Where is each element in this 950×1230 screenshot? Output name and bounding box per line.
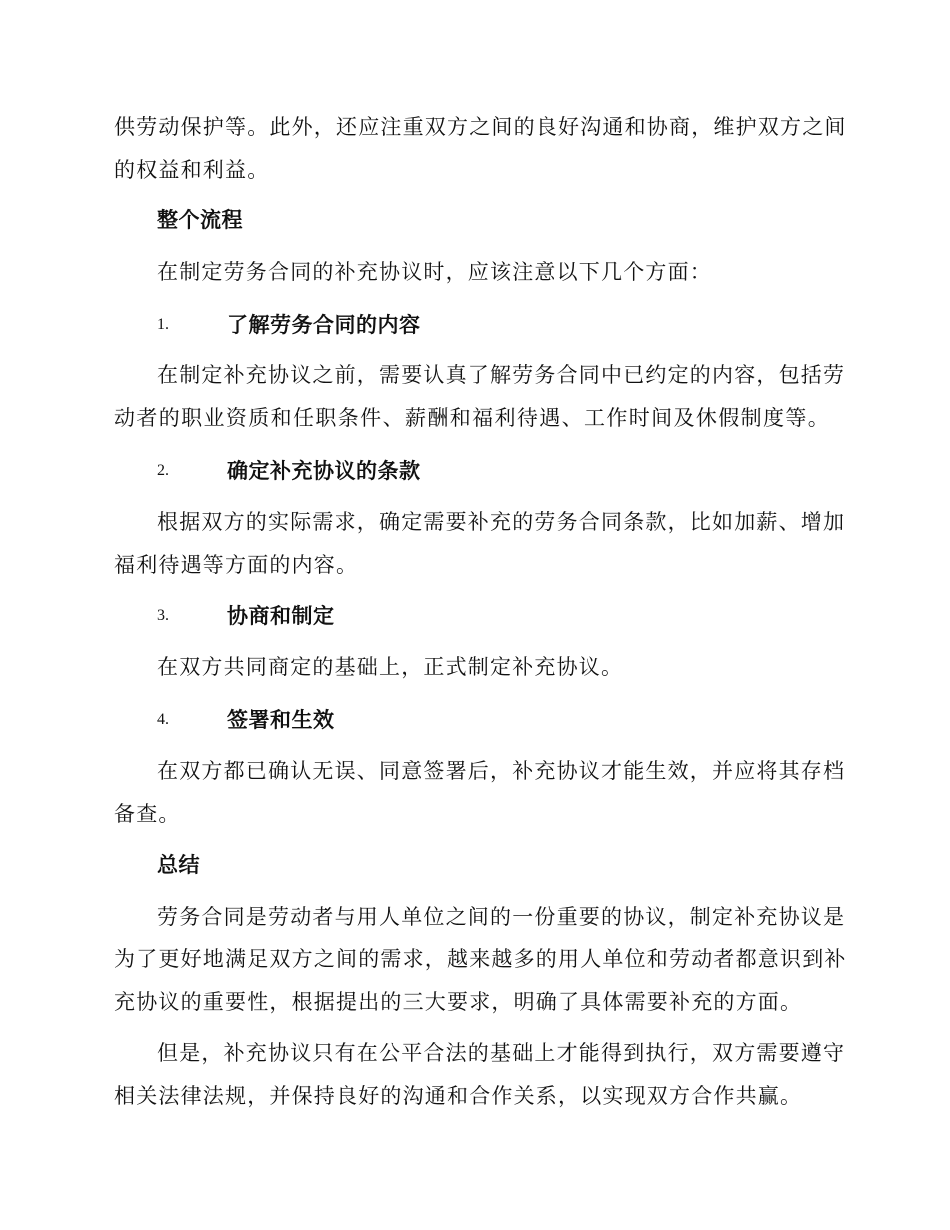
section-title-summary: 总结	[157, 852, 200, 877]
summary-p1-line-3: 充协议的重要性，根据提出的三大要求，明确了具体需要补充的方面。	[114, 990, 803, 1014]
step-3-line-1: 在双方共同商定的基础上，正式制定补充协议。	[157, 655, 624, 679]
summary-p2-line-2: 相关法律法规，并保持良好的沟通和合作关系，以实现双方合作共赢。	[114, 1084, 803, 1108]
step-1-number: 1.	[157, 316, 169, 333]
intro-line-1: 供劳动保护等。此外，还应注重双方之间的良好沟通和协商，维护双方之间	[114, 115, 847, 139]
step-2-line-2: 福利待遇等方面的内容。	[114, 553, 359, 577]
step-4-line-2: 备查。	[114, 802, 181, 826]
step-3-title: 协商和制定	[227, 603, 335, 628]
summary-p1-line-2: 为了更好地满足双方之间的需求，越来越多的用人单位和劳动者都意识到补	[114, 947, 847, 971]
step-2-line-1: 根据双方的实际需求，确定需要补充的劳务合同条款，比如加薪、增加	[157, 510, 846, 534]
step-2-number: 2.	[157, 462, 169, 479]
step-2-title: 确定补充协议的条款	[227, 458, 421, 483]
summary-p1-line-1: 劳务合同是劳动者与用人单位之间的一份重要的协议，制定补充协议是	[157, 905, 846, 929]
step-1-line-1: 在制定补充协议之前，需要认真了解劳务合同中已约定的内容，包括劳	[157, 363, 846, 387]
intro-line-2: 的权益和利益。	[114, 158, 270, 182]
process-intro: 在制定劳务合同的补充协议时，应该注意以下几个方面：	[157, 260, 712, 284]
section-title-process: 整个流程	[157, 207, 243, 232]
step-4-title: 签署和生效	[227, 707, 335, 732]
summary-p2-line-1: 但是，补充协议只有在公平合法的基础上才能得到执行，双方需要遵守	[157, 1041, 846, 1065]
step-1-line-2: 动者的职业资质和任职条件、薪酬和福利待遇、工作时间及休假制度等。	[114, 406, 830, 430]
step-4-line-1: 在双方都已确认无误、同意签署后，补充协议才能生效，并应将其存档	[157, 759, 846, 783]
step-4-number: 4.	[157, 711, 169, 728]
step-1-title: 了解劳务合同的内容	[227, 312, 421, 337]
step-3-number: 3.	[157, 607, 169, 624]
